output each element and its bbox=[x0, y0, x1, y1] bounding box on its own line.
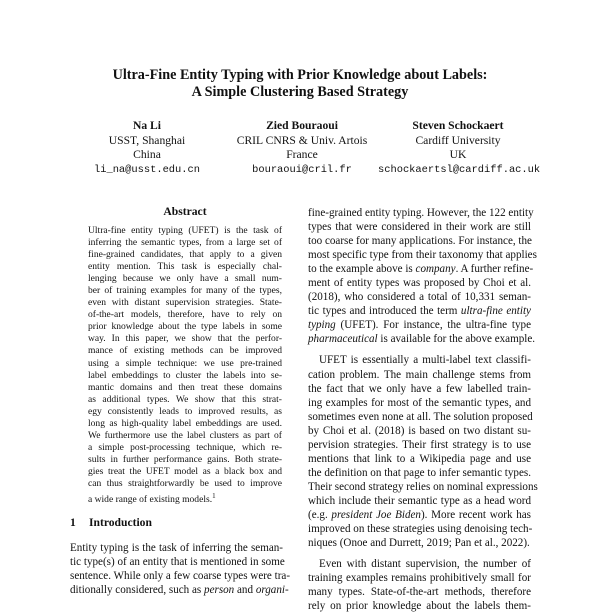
abstract-line: lenging because we only have a small num- bbox=[88, 273, 282, 285]
abstract-line: prior knowledge about the type labels in some bbox=[88, 321, 282, 333]
intro-line: tic type(s) of an entity that is mentioned in some bbox=[70, 556, 285, 569]
abstract-heading: Abstract bbox=[163, 205, 207, 218]
body-line: mentions that link to a Wikipedia page and use bbox=[308, 452, 531, 465]
abstract-line: mantic domains and then treat these domains bbox=[88, 381, 282, 393]
body-line: pharmaceutical is available for the above example. bbox=[308, 333, 536, 346]
abstract-line: egy consistently leads to improved results, as bbox=[88, 405, 282, 417]
intro-paragraph bbox=[70, 541, 291, 597]
body-line: which include their semantic type as a head word bbox=[308, 494, 531, 507]
abstract-line: as additional types. We show that this strat- bbox=[88, 393, 282, 405]
body-line: ment of entity types was proposed by Choi et al. bbox=[308, 277, 531, 290]
abstract-line: entity mention. This task is especially chal- bbox=[88, 261, 282, 273]
abstract-line: mance of existing methods can be improved bbox=[88, 345, 282, 357]
intro-line: Entity typing is the task of inferring the seman- bbox=[70, 542, 283, 554]
body-line: fine-grained entity typing. However, the 122 entity bbox=[308, 207, 534, 219]
author-email: schockaertsl@cardiff.ac.uk bbox=[378, 163, 541, 176]
abstract-line: gies treat the UFET model as a black box and bbox=[88, 465, 282, 477]
abstract-body bbox=[88, 225, 282, 506]
body-line: training examples remains prohibitively small for bbox=[308, 572, 531, 585]
title-line-1: Ultra-Fine Entity Typing with Prior Knowledge about Labels: bbox=[112, 67, 488, 83]
author-2 bbox=[222, 119, 382, 177]
body-line: pervision strategies. Their first strategy is to use bbox=[308, 438, 531, 451]
body-line: cation problem. The main challenge stems from bbox=[308, 368, 531, 381]
body-line: ing examples for most of the semantic types, and bbox=[308, 396, 531, 409]
abstract-line: way. In this paper, we show that the perfor- bbox=[88, 333, 282, 345]
section-title: Introduction bbox=[89, 516, 152, 529]
intro-line: ditionally considered, such as person and organi- bbox=[70, 584, 289, 597]
abstract-line: We furthermore use the label clusters as part of bbox=[88, 429, 282, 441]
body-line: types that were considered in their work are still bbox=[308, 221, 531, 234]
author-name: Zied Bouraoui bbox=[266, 119, 338, 132]
abstract-line: ber of training examples for many of the types, bbox=[88, 285, 282, 297]
body-line: many types. State-of-the-art methods, therefore bbox=[308, 586, 531, 599]
author-affiliation: USST, Shanghai bbox=[108, 133, 186, 147]
body-line: to the example above is company. A further refine- bbox=[308, 263, 534, 276]
abstract-line: inferring the semantic types, from a large set of bbox=[88, 237, 282, 249]
section-heading bbox=[70, 516, 152, 529]
abstract-line: long as high-quality label embeddings are used. bbox=[88, 417, 282, 429]
body-line: Their second strategy relies on nominal expressions bbox=[308, 480, 538, 493]
author-email: li_na@usst.edu.cn bbox=[93, 163, 200, 176]
section-number: 1 bbox=[70, 516, 76, 529]
paper-title bbox=[0, 67, 600, 101]
author-3 bbox=[378, 119, 541, 177]
author-email: bouraoui@cril.fr bbox=[252, 163, 352, 176]
abstract-line-text: a wide range of existing models. bbox=[88, 494, 213, 506]
body-line: the fact that we only have a few labelled train- bbox=[308, 382, 531, 395]
author-affiliation: CRIL CNRS & Univ. Artois bbox=[236, 133, 368, 147]
body-line: most specific type from their taxonomy that applies bbox=[308, 249, 537, 262]
author-affiliation: Cardiff University bbox=[415, 133, 501, 147]
author-country: UK bbox=[449, 148, 467, 161]
author-name: Steven Schockaert bbox=[412, 119, 504, 132]
body-line: rely on prior knowledge about the labels them- bbox=[308, 600, 531, 613]
abstract-line: using a simple technique: we use pre-trained bbox=[88, 357, 282, 369]
abstract-line: can thus straightforwardly be used to improve bbox=[88, 477, 282, 489]
abstract-line: Ultra-fine entity typing (UFET) is the task of bbox=[88, 225, 282, 236]
title-line-2: A Simple Clustering Based Strategy bbox=[191, 84, 409, 100]
body-line: the definition on that page to infer semantic types. bbox=[308, 466, 531, 479]
body-line: (2018), who considered a total of 10,331 seman- bbox=[308, 291, 531, 304]
footnote-mark: 1 bbox=[212, 492, 216, 501]
body-line: typing (UFET). For instance, the ultra-fine type bbox=[308, 319, 531, 332]
author-1 bbox=[92, 119, 202, 177]
abstract-line: even with distant supervision strategies. State- bbox=[88, 297, 282, 309]
abstract-line: sults in further performance gains. Both strate- bbox=[88, 453, 282, 465]
body-line: by Choi et al. (2018) is based on two distant su- bbox=[308, 424, 531, 437]
author-name: Na Li bbox=[132, 119, 162, 132]
body-line: improved on these strategies using denoising tech- bbox=[308, 523, 533, 536]
abstract-line: of-the-art models, therefore, have to rely on bbox=[88, 309, 282, 321]
body-line: UFET is essentially a multi-label text classifi- bbox=[319, 354, 531, 367]
body-line: sometimes even none at all. The solution proposed bbox=[308, 410, 533, 423]
body-line: Even with distant supervision, the number of bbox=[319, 558, 531, 571]
abstract-line-last bbox=[88, 490, 282, 506]
body-line: too coarse for many applications. For instance, the bbox=[308, 235, 532, 248]
abstract-line: fine-grained candidates, that apply to a given bbox=[88, 249, 282, 261]
body-line: tic types and introduced the term ultra-fine entity bbox=[308, 305, 531, 318]
body-line: (e.g. president Joe Biden). More recent work has bbox=[308, 508, 531, 521]
right-column bbox=[308, 206, 538, 613]
author-country: France bbox=[286, 148, 318, 161]
body-line: niques (Onoe and Durrett, 2019; Pan et al., 2022). bbox=[308, 537, 530, 550]
abstract-line: label embeddings to cluster the labels into se- bbox=[88, 369, 282, 381]
abstract-line: a simple post-processing technique, which re- bbox=[88, 441, 282, 453]
intro-line: sentence. While only a few coarse types were tra- bbox=[70, 570, 291, 583]
author-country: China bbox=[133, 148, 161, 161]
